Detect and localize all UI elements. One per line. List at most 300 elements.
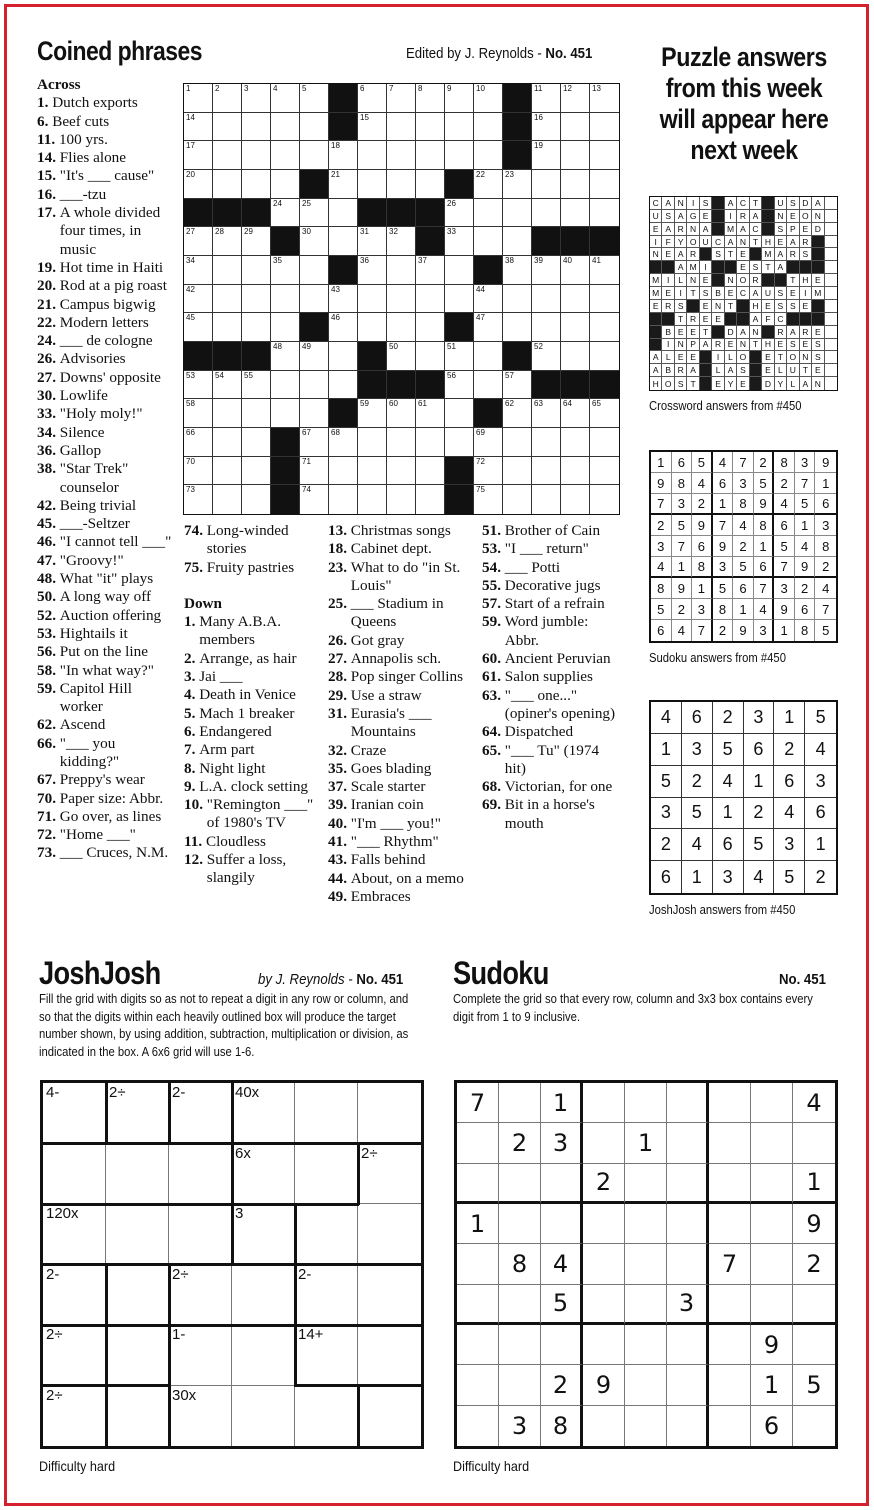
- kenken-cell[interactable]: [358, 1265, 421, 1326]
- kenken-cell[interactable]: [232, 1325, 295, 1386]
- crossword-cell[interactable]: [213, 113, 242, 142]
- crossword-cell[interactable]: [358, 256, 387, 285]
- crossword-cell[interactable]: [503, 313, 532, 342]
- crossword-cell[interactable]: [184, 285, 213, 314]
- sudoku-given[interactable]: 3: [667, 1285, 709, 1325]
- sudoku-given[interactable]: 8: [541, 1406, 583, 1446]
- crossword-cell[interactable]: [590, 342, 619, 371]
- kenken-cell[interactable]: [232, 1265, 295, 1326]
- sudoku-cell[interactable]: [793, 1406, 835, 1446]
- crossword-cell[interactable]: [242, 485, 271, 514]
- crossword-cell[interactable]: [271, 256, 300, 285]
- crossword-cell[interactable]: [561, 457, 590, 486]
- crossword-cell[interactable]: [387, 84, 416, 113]
- crossword-cell[interactable]: [358, 170, 387, 199]
- sudoku-cell[interactable]: [625, 1285, 667, 1325]
- sudoku-given[interactable]: 9: [583, 1365, 625, 1405]
- crossword-cell[interactable]: [358, 285, 387, 314]
- sudoku-given[interactable]: 5: [793, 1365, 835, 1405]
- sudoku-cell[interactable]: [583, 1285, 625, 1325]
- crossword-cell[interactable]: [503, 256, 532, 285]
- crossword-cell[interactable]: [242, 141, 271, 170]
- sudoku-cell[interactable]: [457, 1123, 499, 1163]
- crossword-cell[interactable]: [532, 313, 561, 342]
- crossword-cell[interactable]: [416, 342, 445, 371]
- crossword-cell[interactable]: [358, 399, 387, 428]
- sudoku-cell[interactable]: [751, 1204, 793, 1244]
- sudoku-cell[interactable]: [625, 1325, 667, 1365]
- sudoku-cell[interactable]: [751, 1285, 793, 1325]
- crossword-cell[interactable]: [532, 485, 561, 514]
- crossword-cell[interactable]: [445, 227, 474, 256]
- crossword-cell[interactable]: [184, 457, 213, 486]
- sudoku-cell[interactable]: [709, 1406, 751, 1446]
- sudoku-cell[interactable]: [751, 1123, 793, 1163]
- crossword-cell[interactable]: [445, 285, 474, 314]
- crossword-grid[interactable]: [183, 83, 620, 515]
- crossword-cell[interactable]: [358, 313, 387, 342]
- crossword-cell[interactable]: [271, 313, 300, 342]
- sudoku-cell[interactable]: [625, 1164, 667, 1204]
- crossword-cell[interactable]: [242, 256, 271, 285]
- crossword-cell[interactable]: [213, 371, 242, 400]
- sudoku-cell[interactable]: [751, 1083, 793, 1123]
- crossword-cell[interactable]: [387, 428, 416, 457]
- crossword-cell[interactable]: [445, 256, 474, 285]
- crossword-cell[interactable]: [532, 457, 561, 486]
- crossword-cell[interactable]: [300, 285, 329, 314]
- crossword-cell[interactable]: [503, 485, 532, 514]
- crossword-cell[interactable]: [590, 84, 619, 113]
- crossword-cell[interactable]: [503, 170, 532, 199]
- crossword-cell[interactable]: [590, 170, 619, 199]
- kenken-cell[interactable]: [358, 1144, 421, 1205]
- crossword-cell[interactable]: [358, 227, 387, 256]
- crossword-cell[interactable]: [387, 227, 416, 256]
- crossword-cell[interactable]: [387, 399, 416, 428]
- sudoku-cell[interactable]: [667, 1123, 709, 1163]
- crossword-cell[interactable]: [590, 285, 619, 314]
- crossword-cell[interactable]: [300, 141, 329, 170]
- crossword-cell[interactable]: [300, 457, 329, 486]
- kenken-cell[interactable]: [169, 1204, 232, 1265]
- sudoku-cell[interactable]: [583, 1083, 625, 1123]
- kenken-cell[interactable]: [295, 1144, 358, 1205]
- kenken-cell[interactable]: [106, 1144, 169, 1205]
- crossword-cell[interactable]: [271, 113, 300, 142]
- crossword-cell[interactable]: [184, 313, 213, 342]
- crossword-cell[interactable]: [329, 199, 358, 228]
- crossword-cell[interactable]: [387, 313, 416, 342]
- sudoku-given[interactable]: 1: [793, 1164, 835, 1204]
- crossword-cell[interactable]: [474, 84, 503, 113]
- sudoku-given[interactable]: 7: [709, 1244, 751, 1284]
- crossword-cell[interactable]: [503, 371, 532, 400]
- crossword-cell[interactable]: [242, 457, 271, 486]
- crossword-cell[interactable]: [271, 170, 300, 199]
- crossword-cell[interactable]: [242, 170, 271, 199]
- crossword-cell[interactable]: [445, 113, 474, 142]
- sudoku-cell[interactable]: [793, 1285, 835, 1325]
- crossword-cell[interactable]: [242, 313, 271, 342]
- kenken-cell[interactable]: [295, 1325, 358, 1386]
- sudoku-given[interactable]: 9: [751, 1325, 793, 1365]
- crossword-cell[interactable]: [445, 371, 474, 400]
- crossword-cell[interactable]: [561, 141, 590, 170]
- sudoku-cell[interactable]: [499, 1285, 541, 1325]
- sudoku-given[interactable]: 2: [541, 1365, 583, 1405]
- crossword-cell[interactable]: [300, 227, 329, 256]
- kenken-cell[interactable]: [169, 1265, 232, 1326]
- sudoku-cell[interactable]: [709, 1204, 751, 1244]
- sudoku-cell[interactable]: [709, 1365, 751, 1405]
- crossword-cell[interactable]: [532, 342, 561, 371]
- crossword-cell[interactable]: [503, 399, 532, 428]
- sudoku-cell[interactable]: [583, 1204, 625, 1244]
- kenken-cell[interactable]: [169, 1083, 232, 1144]
- sudoku-cell[interactable]: [457, 1325, 499, 1365]
- sudoku-cell[interactable]: [709, 1285, 751, 1325]
- sudoku-cell[interactable]: [541, 1325, 583, 1365]
- crossword-cell[interactable]: [416, 170, 445, 199]
- crossword-cell[interactable]: [242, 428, 271, 457]
- sudoku-cell[interactable]: [625, 1083, 667, 1123]
- kenken-cell[interactable]: [295, 1386, 358, 1447]
- crossword-cell[interactable]: [387, 485, 416, 514]
- crossword-cell[interactable]: [532, 285, 561, 314]
- kenken-cell[interactable]: [358, 1083, 421, 1144]
- sudoku-cell[interactable]: [667, 1244, 709, 1284]
- kenken-cell[interactable]: [43, 1325, 106, 1386]
- crossword-cell[interactable]: [416, 141, 445, 170]
- crossword-cell[interactable]: [242, 285, 271, 314]
- crossword-cell[interactable]: [329, 457, 358, 486]
- crossword-cell[interactable]: [242, 399, 271, 428]
- sudoku-cell[interactable]: [541, 1164, 583, 1204]
- crossword-cell[interactable]: [387, 256, 416, 285]
- crossword-cell[interactable]: [561, 342, 590, 371]
- crossword-cell[interactable]: [242, 84, 271, 113]
- crossword-cell[interactable]: [329, 342, 358, 371]
- crossword-cell[interactable]: [213, 485, 242, 514]
- sudoku-cell[interactable]: [793, 1123, 835, 1163]
- crossword-cell[interactable]: [445, 428, 474, 457]
- crossword-cell[interactable]: [184, 428, 213, 457]
- kenken-cell[interactable]: [358, 1204, 421, 1265]
- sudoku-cell[interactable]: [583, 1123, 625, 1163]
- crossword-cell[interactable]: [358, 141, 387, 170]
- crossword-cell[interactable]: [329, 485, 358, 514]
- crossword-cell[interactable]: [590, 428, 619, 457]
- crossword-cell[interactable]: [213, 313, 242, 342]
- crossword-cell[interactable]: [532, 199, 561, 228]
- sudoku-cell[interactable]: [751, 1244, 793, 1284]
- crossword-cell[interactable]: [358, 428, 387, 457]
- crossword-cell[interactable]: [242, 371, 271, 400]
- crossword-cell[interactable]: [561, 399, 590, 428]
- crossword-cell[interactable]: [590, 399, 619, 428]
- sudoku-given[interactable]: 3: [499, 1406, 541, 1446]
- crossword-cell[interactable]: [561, 84, 590, 113]
- crossword-cell[interactable]: [445, 399, 474, 428]
- sudoku-cell[interactable]: [793, 1325, 835, 1365]
- crossword-cell[interactable]: [300, 199, 329, 228]
- crossword-cell[interactable]: [474, 113, 503, 142]
- kenken-cell[interactable]: [232, 1386, 295, 1447]
- crossword-cell[interactable]: [532, 428, 561, 457]
- kenken-cell[interactable]: [295, 1083, 358, 1144]
- sudoku-cell[interactable]: [751, 1164, 793, 1204]
- sudoku-cell[interactable]: [499, 1204, 541, 1244]
- kenken-cell[interactable]: [43, 1083, 106, 1144]
- crossword-cell[interactable]: [590, 313, 619, 342]
- crossword-cell[interactable]: [184, 485, 213, 514]
- crossword-cell[interactable]: [271, 84, 300, 113]
- sudoku-cell[interactable]: [499, 1325, 541, 1365]
- crossword-cell[interactable]: [300, 428, 329, 457]
- crossword-cell[interactable]: [416, 485, 445, 514]
- crossword-cell[interactable]: [329, 141, 358, 170]
- sudoku-cell[interactable]: [499, 1083, 541, 1123]
- sudoku-given[interactable]: 4: [793, 1083, 835, 1123]
- crossword-cell[interactable]: [387, 141, 416, 170]
- sudoku-given[interactable]: 5: [541, 1285, 583, 1325]
- crossword-cell[interactable]: [387, 170, 416, 199]
- sudoku-cell[interactable]: [709, 1325, 751, 1365]
- crossword-cell[interactable]: [184, 141, 213, 170]
- sudoku-given[interactable]: 1: [625, 1123, 667, 1163]
- sudoku-cell[interactable]: [667, 1164, 709, 1204]
- kenken-cell[interactable]: [358, 1325, 421, 1386]
- sudoku-given[interactable]: 1: [541, 1083, 583, 1123]
- sudoku-cell[interactable]: [583, 1406, 625, 1446]
- crossword-cell[interactable]: [590, 113, 619, 142]
- crossword-cell[interactable]: [271, 285, 300, 314]
- crossword-cell[interactable]: [213, 141, 242, 170]
- crossword-cell[interactable]: [300, 84, 329, 113]
- crossword-cell[interactable]: [213, 428, 242, 457]
- crossword-cell[interactable]: [474, 285, 503, 314]
- crossword-cell[interactable]: [300, 113, 329, 142]
- crossword-cell[interactable]: [590, 457, 619, 486]
- crossword-cell[interactable]: [329, 371, 358, 400]
- crossword-cell[interactable]: [387, 342, 416, 371]
- kenken-cell[interactable]: [106, 1083, 169, 1144]
- crossword-cell[interactable]: [474, 313, 503, 342]
- sudoku-cell[interactable]: [457, 1285, 499, 1325]
- crossword-cell[interactable]: [590, 485, 619, 514]
- crossword-cell[interactable]: [503, 227, 532, 256]
- crossword-cell[interactable]: [590, 199, 619, 228]
- sudoku-cell[interactable]: [709, 1123, 751, 1163]
- sudoku-given[interactable]: 9: [793, 1204, 835, 1244]
- crossword-cell[interactable]: [300, 485, 329, 514]
- crossword-cell[interactable]: [474, 457, 503, 486]
- kenken-cell[interactable]: [43, 1386, 106, 1447]
- crossword-cell[interactable]: [271, 399, 300, 428]
- crossword-cell[interactable]: [271, 371, 300, 400]
- crossword-cell[interactable]: [184, 227, 213, 256]
- crossword-cell[interactable]: [474, 428, 503, 457]
- crossword-cell[interactable]: [532, 141, 561, 170]
- sudoku-cell[interactable]: [709, 1083, 751, 1123]
- crossword-cell[interactable]: [300, 342, 329, 371]
- kenken-cell[interactable]: [106, 1386, 169, 1447]
- kenken-cell[interactable]: [106, 1265, 169, 1326]
- crossword-cell[interactable]: [184, 399, 213, 428]
- crossword-cell[interactable]: [416, 399, 445, 428]
- crossword-cell[interactable]: [300, 256, 329, 285]
- sudoku-cell[interactable]: [499, 1164, 541, 1204]
- crossword-cell[interactable]: [184, 256, 213, 285]
- sudoku-cell[interactable]: [457, 1406, 499, 1446]
- sudoku-cell[interactable]: [667, 1365, 709, 1405]
- sudoku-cell[interactable]: [583, 1244, 625, 1284]
- crossword-cell[interactable]: [271, 141, 300, 170]
- sudoku-given[interactable]: 4: [541, 1244, 583, 1284]
- sudoku-cell[interactable]: [625, 1244, 667, 1284]
- kenken-cell[interactable]: [169, 1144, 232, 1205]
- sudoku-cell[interactable]: [625, 1365, 667, 1405]
- crossword-cell[interactable]: [474, 485, 503, 514]
- crossword-cell[interactable]: [213, 170, 242, 199]
- crossword-cell[interactable]: [474, 371, 503, 400]
- crossword-cell[interactable]: [474, 342, 503, 371]
- crossword-cell[interactable]: [590, 256, 619, 285]
- sudoku-cell[interactable]: [667, 1325, 709, 1365]
- sudoku-cell[interactable]: [625, 1204, 667, 1244]
- sudoku-given[interactable]: 6: [751, 1406, 793, 1446]
- crossword-cell[interactable]: [561, 313, 590, 342]
- crossword-cell[interactable]: [503, 457, 532, 486]
- sudoku-cell[interactable]: [499, 1365, 541, 1405]
- crossword-cell[interactable]: [358, 84, 387, 113]
- sudoku-given[interactable]: 2: [499, 1123, 541, 1163]
- sudoku-cell[interactable]: [625, 1406, 667, 1446]
- crossword-cell[interactable]: [561, 113, 590, 142]
- crossword-cell[interactable]: [358, 485, 387, 514]
- sudoku-cell[interactable]: [667, 1204, 709, 1244]
- crossword-cell[interactable]: [561, 256, 590, 285]
- kenken-cell[interactable]: [43, 1204, 106, 1265]
- kenken-cell[interactable]: [43, 1265, 106, 1326]
- kenken-cell[interactable]: [169, 1386, 232, 1447]
- crossword-cell[interactable]: [474, 199, 503, 228]
- kenken-cell[interactable]: [295, 1204, 358, 1265]
- crossword-cell[interactable]: [503, 285, 532, 314]
- crossword-cell[interactable]: [416, 428, 445, 457]
- crossword-cell[interactable]: [329, 285, 358, 314]
- crossword-cell[interactable]: [445, 141, 474, 170]
- crossword-cell[interactable]: [561, 285, 590, 314]
- kenken-cell[interactable]: [295, 1265, 358, 1326]
- crossword-cell[interactable]: [387, 113, 416, 142]
- kenken-cell[interactable]: [43, 1144, 106, 1205]
- crossword-cell[interactable]: [474, 227, 503, 256]
- crossword-cell[interactable]: [503, 199, 532, 228]
- sudoku-given[interactable]: 1: [751, 1365, 793, 1405]
- crossword-cell[interactable]: [213, 457, 242, 486]
- crossword-cell[interactable]: [561, 170, 590, 199]
- crossword-cell[interactable]: [329, 227, 358, 256]
- sudoku-cell[interactable]: [457, 1164, 499, 1204]
- crossword-cell[interactable]: [416, 113, 445, 142]
- crossword-cell[interactable]: [213, 285, 242, 314]
- crossword-cell[interactable]: [329, 170, 358, 199]
- crossword-cell[interactable]: [329, 313, 358, 342]
- crossword-cell[interactable]: [184, 84, 213, 113]
- crossword-cell[interactable]: [242, 227, 271, 256]
- crossword-cell[interactable]: [358, 457, 387, 486]
- crossword-cell[interactable]: [532, 113, 561, 142]
- crossword-cell[interactable]: [300, 371, 329, 400]
- crossword-cell[interactable]: [474, 141, 503, 170]
- joshjosh-grid[interactable]: [40, 1080, 424, 1449]
- sudoku-cell[interactable]: [457, 1244, 499, 1284]
- crossword-cell[interactable]: [271, 342, 300, 371]
- kenken-cell[interactable]: [232, 1204, 295, 1265]
- sudoku-cell[interactable]: [709, 1164, 751, 1204]
- crossword-cell[interactable]: [503, 428, 532, 457]
- crossword-cell[interactable]: [416, 84, 445, 113]
- kenken-cell[interactable]: [232, 1144, 295, 1205]
- kenken-cell[interactable]: [358, 1386, 421, 1447]
- crossword-cell[interactable]: [445, 199, 474, 228]
- crossword-cell[interactable]: [445, 84, 474, 113]
- crossword-cell[interactable]: [561, 485, 590, 514]
- kenken-cell[interactable]: [106, 1325, 169, 1386]
- crossword-cell[interactable]: [561, 428, 590, 457]
- crossword-cell[interactable]: [532, 84, 561, 113]
- crossword-cell[interactable]: [474, 170, 503, 199]
- sudoku-cell[interactable]: [667, 1406, 709, 1446]
- sudoku-cell[interactable]: [583, 1325, 625, 1365]
- crossword-cell[interactable]: [416, 256, 445, 285]
- crossword-cell[interactable]: [532, 399, 561, 428]
- crossword-cell[interactable]: [184, 113, 213, 142]
- crossword-cell[interactable]: [242, 113, 271, 142]
- sudoku-cell[interactable]: [457, 1365, 499, 1405]
- kenken-cell[interactable]: [169, 1325, 232, 1386]
- crossword-cell[interactable]: [561, 199, 590, 228]
- sudoku-cell[interactable]: [541, 1204, 583, 1244]
- crossword-cell[interactable]: [329, 428, 358, 457]
- crossword-cell[interactable]: [445, 342, 474, 371]
- crossword-cell[interactable]: [184, 170, 213, 199]
- crossword-cell[interactable]: [271, 199, 300, 228]
- sudoku-given[interactable]: 8: [499, 1244, 541, 1284]
- sudoku-grid[interactable]: [454, 1080, 838, 1449]
- crossword-cell[interactable]: [213, 256, 242, 285]
- crossword-cell[interactable]: [387, 457, 416, 486]
- crossword-cell[interactable]: [358, 113, 387, 142]
- crossword-cell[interactable]: [532, 256, 561, 285]
- sudoku-cell[interactable]: [667, 1083, 709, 1123]
- sudoku-given[interactable]: 7: [457, 1083, 499, 1123]
- crossword-cell[interactable]: [532, 170, 561, 199]
- sudoku-given[interactable]: 3: [541, 1123, 583, 1163]
- sudoku-given[interactable]: 1: [457, 1204, 499, 1244]
- crossword-cell[interactable]: [416, 313, 445, 342]
- crossword-cell[interactable]: [300, 399, 329, 428]
- sudoku-given[interactable]: 2: [793, 1244, 835, 1284]
- crossword-cell[interactable]: [590, 141, 619, 170]
- crossword-cell[interactable]: [184, 371, 213, 400]
- crossword-cell[interactable]: [213, 399, 242, 428]
- crossword-cell[interactable]: [213, 84, 242, 113]
- sudoku-given[interactable]: 2: [583, 1164, 625, 1204]
- kenken-cell[interactable]: [106, 1204, 169, 1265]
